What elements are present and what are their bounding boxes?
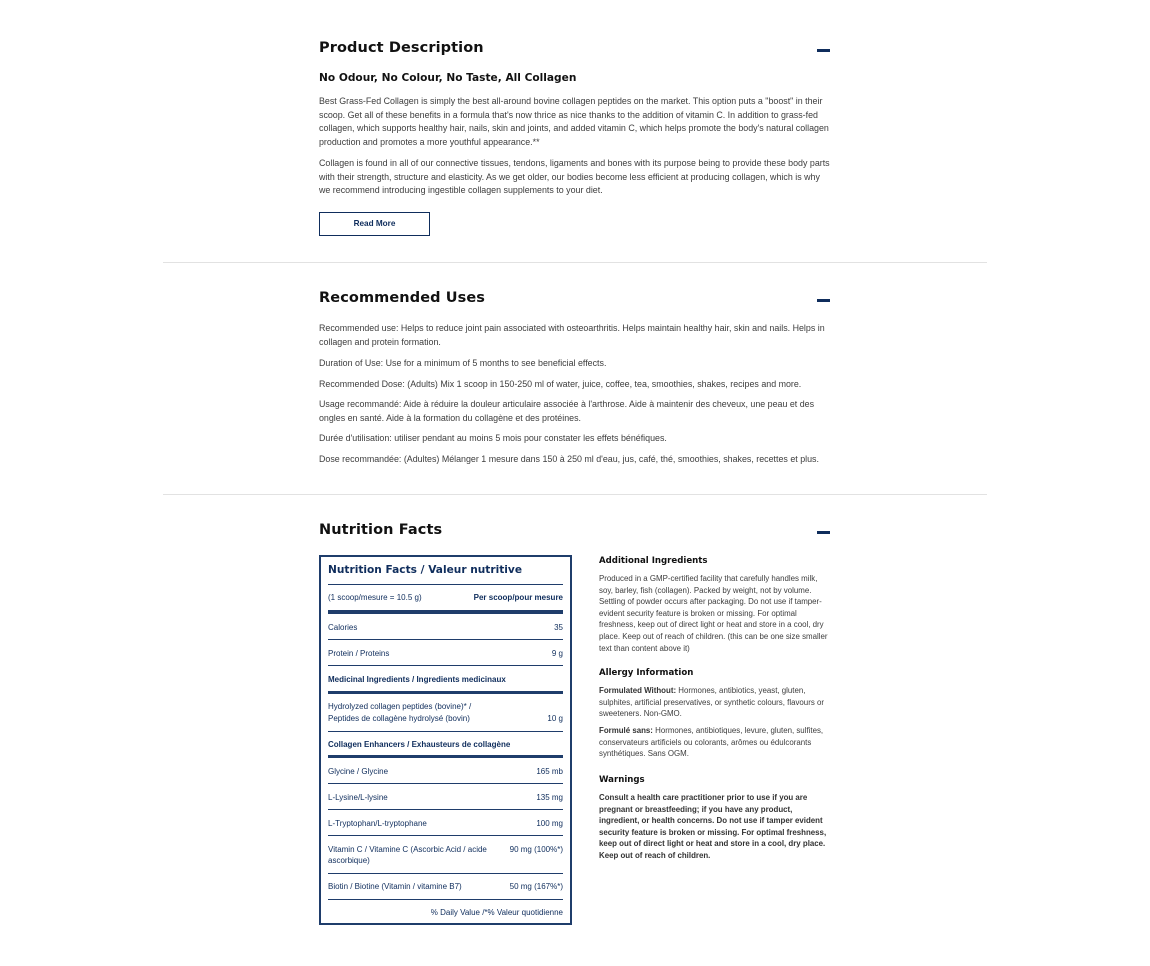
uses-paragraph: Duration of Use: Use for a minimum of 5 months to see beneficial effects.	[319, 358, 607, 368]
serving-header: Per scoop/pour mesure	[473, 593, 563, 602]
recommended-uses-header[interactable]	[319, 290, 831, 312]
nutrient-value: 9 g	[551, 649, 563, 658]
section-divider	[163, 262, 987, 263]
description-paragraph: Best Grass-Fed Collagen is simply the best all-around bovine collagen peptides on the market. This option puts a "boost" in their scoop. Get all of these benefits in a formula that's now thrice as nice thanks to the addition of vitamin C. In addition to grass-fed collagen, which supports healthy hair, nails, skin and joints, and added vitamin C, which helps promote the body's natural collagen production and promotes a more youthful appearance.**	[319, 96, 829, 148]
nutrition-rule	[328, 835, 563, 836]
nutrition-facts-section	[319, 522, 831, 544]
section-divider	[163, 494, 987, 495]
nutrition-rule	[328, 809, 563, 810]
warnings-title: Warnings	[599, 775, 645, 785]
uses-paragraph: Recommended use: Helps to reduce joint pain associated with osteoarthritis. Helps maintain healthy hair, skin and nails. Helps in collagen and protein formation.	[319, 323, 825, 347]
nutrient-label: Glycine / Glycine	[328, 767, 389, 776]
section-title: Nutrition Facts	[319, 522, 443, 538]
nutrition-rule	[328, 639, 563, 640]
nutrient-label: ascorbique)	[328, 856, 370, 865]
nutrient-label: Vitamin C / Vitamine C (Ascorbic Acid / acide	[328, 845, 487, 854]
uses-paragraph: Usage recommandé: Aide à réduire la douleur articulaire associée à l'arthrose. Aide à maintenir des cheveux, une peau et des ongles en santé. Aide à la formation du collagène et des protéines.	[319, 399, 815, 423]
nutrition-rule	[328, 665, 563, 666]
nutrient-label: L-Lysine/L-lysine	[328, 793, 388, 802]
nutrient-value: 135 mg	[536, 793, 563, 802]
nutrient-value: 50 mg (167%*)	[509, 882, 563, 891]
collapse-minus-icon[interactable]	[817, 525, 831, 539]
daily-value-footnote: % Daily Value /*% Valeur quotidienne	[430, 908, 563, 917]
nutrient-label: L-Tryptophan/L-tryptophane	[328, 819, 427, 828]
nutrient-label: Biotin / Biotine (Vitamin / vitamine B7)	[328, 882, 462, 891]
collapse-minus-icon[interactable]	[817, 43, 831, 57]
product-description-header[interactable]	[319, 40, 831, 62]
nutrient-label: Hydrolyzed collagen peptides (bovine)* /	[328, 702, 472, 711]
nutrition-rule	[328, 584, 563, 585]
collapse-minus-icon[interactable]	[817, 293, 831, 307]
nutrient-label: Protein / Proteins	[328, 649, 390, 658]
nutrient-value: 90 mg (100%*)	[509, 845, 563, 854]
section-title: Recommended Uses	[319, 290, 486, 306]
uses-paragraph: Durée d'utilisation: utiliser pendant au moins 5 mois pour constater les effets bénéfiques.	[319, 433, 667, 443]
nutrient-label: Calories	[328, 623, 358, 632]
allergy-title: Allergy Information	[599, 668, 694, 678]
additional-ingredients-title: Additional Ingredients	[599, 556, 708, 566]
nutrition-rule	[328, 783, 563, 784]
serving-size: (1 scoop/mesure = 10.5 g)	[328, 593, 422, 602]
uses-paragraph: Dose recommandée: (Adultes) Mélanger 1 mesure dans 150 à 250 ml d'eau, jus, café, thé, smoothies, shakes, recettes et plus.	[319, 454, 819, 464]
product-info-column	[599, 555, 831, 875]
description-subtitle: No Odour, No Colour, No Taste, All Collagen	[319, 72, 577, 84]
nutrition-panel-title: Nutrition Facts / Valeur nutritive	[328, 564, 523, 576]
section-title: Product Description	[319, 40, 484, 56]
nutrition-rule	[328, 899, 563, 900]
allergy-en-text: Hormones, antibiotics, yeast, gluten, sulphites, artificial preservatives, or synthetic colours, flavours or sweeteners. Non-GMO.	[599, 686, 824, 719]
nutrient-value: 165 mb	[536, 767, 563, 776]
nutrition-thick-rule	[328, 610, 563, 614]
medicinal-header: Medicinal Ingredients / Ingredients medicinaux	[328, 675, 506, 684]
nutrient-value: 35	[554, 623, 563, 632]
allergy-french	[599, 725, 831, 760]
recommended-uses-section	[319, 290, 831, 470]
nutrient-label: Peptides de collagène hydrolysé (bovin)	[328, 714, 470, 723]
enhancers-header: Collagen Enhancers / Exhausteurs de collagène	[328, 740, 511, 749]
allergy-english	[599, 685, 831, 720]
nutrition-facts-panel	[319, 555, 572, 925]
uses-paragraph: Recommended Dose: (Adults) Mix 1 scoop in 150-250 ml of water, juice, coffee, tea, smoothies, shakes, recipes and more.	[319, 379, 802, 389]
allergy-fr-label: Formulé sans:	[599, 726, 653, 735]
nutrition-rule	[328, 873, 563, 874]
nutrition-rule	[328, 731, 563, 732]
nutrition-thick-rule	[328, 755, 563, 758]
nutrition-thick-rule	[328, 691, 563, 694]
read-more-button[interactable]: Read More	[319, 212, 430, 236]
additional-ingredients-text: Produced in a GMP-certified facility that carefully handles milk, soy, barley, fish (collagen). Packed by weight, not by volume. Settling of powder occurs after packaging. Do not use if tamper-evident security feature is broken or missing. For optimal freshness, keep out of direct light or heat and store in a cool, dry place. Keep out of reach of children. (this can be one size smaller text than content above it)	[599, 574, 828, 653]
allergy-en-label: Formulated Without:	[599, 686, 677, 695]
nutrition-facts-header[interactable]	[319, 522, 831, 544]
nutrient-value: 10 g	[547, 714, 563, 723]
warnings-text: Consult a health care practitioner prior to use if you are pregnant or breastfeeding; if you have any product, ingredient, or health concerns. Do not use if tamper evident security feature is broken or missing. For optimal freshness, keep out of direct light or heat and store in a cool, dry place. Keep out of reach of children.	[599, 793, 827, 860]
allergy-fr-text: Hormones, antibiotiques, levure, gluten, sulfites, conservateurs artificiels ou colorants, arômes ou édulcorants synthétiques. Sans OGM.	[599, 726, 824, 759]
nutrient-value: 100 mg	[536, 819, 563, 828]
description-paragraph: Collagen is found in all of our connective tissues, tendons, ligaments and bones with its purpose being to provide these body parts with their strength, structure and elasticity. As we get older, our bodies become less efficient at producing collagen, which is why we recommend introducing ingestible collagen supplements to your diet.	[319, 158, 830, 196]
product-description-section	[319, 40, 831, 240]
